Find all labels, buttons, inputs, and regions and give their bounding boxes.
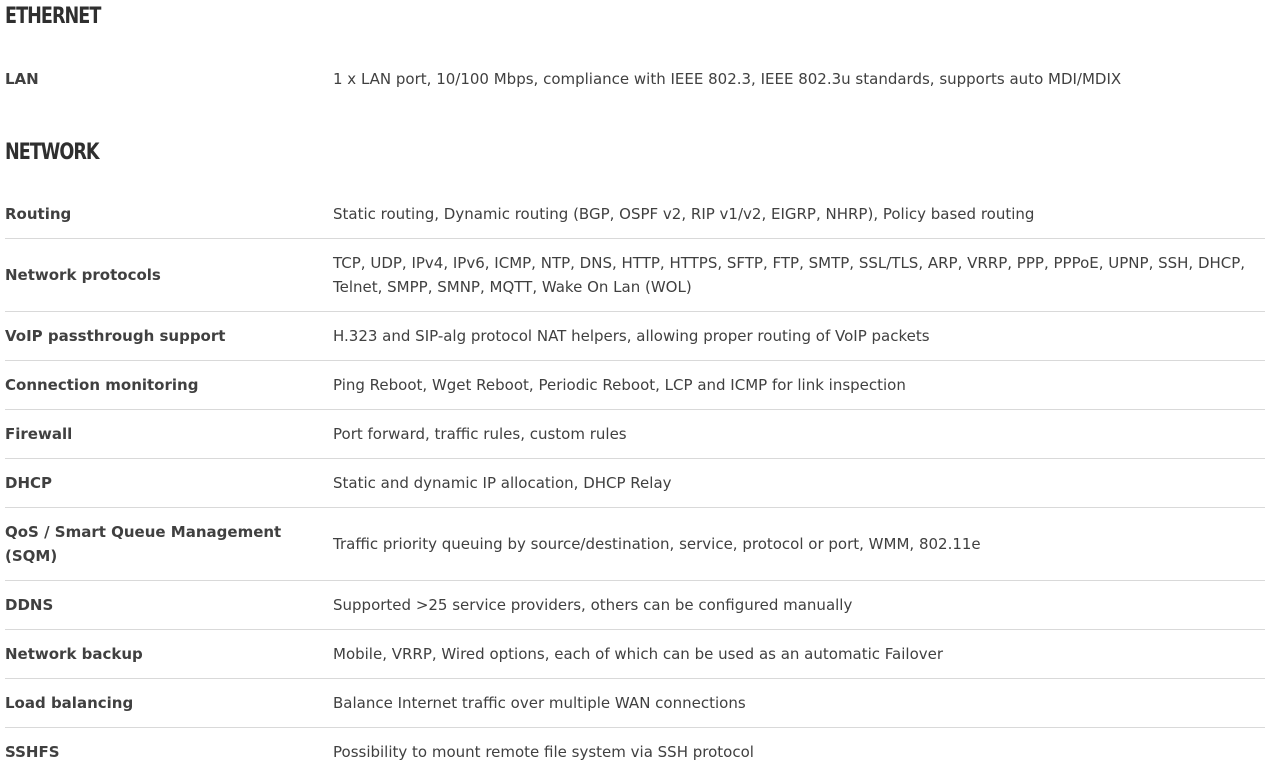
spec-label: Network backup bbox=[5, 645, 143, 663]
spec-row-voip-passthrough bbox=[5, 312, 1265, 361]
spec-value: Port forward, traffic rules, custom rules bbox=[333, 425, 627, 443]
spec-label: QoS / Smart Queue Management (SQM) bbox=[5, 523, 282, 565]
spec-row-load-balancing bbox=[5, 679, 1265, 728]
spec-label: DHCP bbox=[5, 474, 53, 492]
spec-row-network-backup bbox=[5, 630, 1265, 679]
spec-row-ddns bbox=[5, 581, 1265, 630]
section-title-ethernet: ETHERNET bbox=[5, 4, 101, 29]
spec-row-connection-monitoring bbox=[5, 361, 1265, 410]
spec-label: Firewall bbox=[5, 425, 73, 443]
spec-label: LAN bbox=[5, 70, 39, 88]
spec-label: Connection monitoring bbox=[5, 376, 199, 394]
network-spec-table bbox=[5, 190, 1265, 776]
spec-value: Balance Internet traffic over multiple WAN connections bbox=[333, 694, 746, 712]
spec-label: DDNS bbox=[5, 596, 54, 614]
spec-row-routing bbox=[5, 190, 1265, 239]
spec-value: TCP, UDP, IPv4, IPv6, ICMP, NTP, DNS, HTTP, HTTPS, SFTP, FTP, SMTP, SSL/TLS, ARP, VRRP, PPP, PPPoE, UPNP, SSH, DHCP, Telnet, SMPP, SMNP, MQTT, Wake On Lan (WOL) bbox=[333, 254, 1246, 296]
spec-value: Static routing, Dynamic routing (BGP, OSPF v2, RIP v1/v2, EIGRP, NHRP), Policy based routing bbox=[333, 205, 1035, 223]
spec-row-dhcp bbox=[5, 459, 1265, 508]
spec-label: SSHFS bbox=[5, 743, 60, 761]
spec-row-sshfs bbox=[5, 728, 1265, 777]
spec-label: Routing bbox=[5, 205, 72, 223]
spec-row-lan bbox=[5, 55, 1265, 103]
spec-value: Traffic priority queuing by source/destination, service, protocol or port, WMM, 802.11e bbox=[333, 535, 981, 553]
spec-label: Network protocols bbox=[5, 266, 161, 284]
spec-value: 1 x LAN port, 10/100 Mbps, compliance with IEEE 802.3, IEEE 802.3u standards, supports auto MDI/MDIX bbox=[333, 70, 1122, 88]
spec-value: H.323 and SIP-alg protocol NAT helpers, allowing proper routing of VoIP packets bbox=[333, 327, 930, 345]
ethernet-spec-table bbox=[5, 55, 1265, 103]
spec-value: Possibility to mount remote file system via SSH protocol bbox=[333, 743, 754, 761]
section-title-network: NETWORK bbox=[5, 140, 99, 165]
spec-label: Load balancing bbox=[5, 694, 134, 712]
spec-row-firewall bbox=[5, 410, 1265, 459]
spec-row-qos-sqm bbox=[5, 508, 1265, 581]
spec-value: Static and dynamic IP allocation, DHCP Relay bbox=[333, 474, 672, 492]
spec-value: Mobile, VRRP, Wired options, each of which can be used as an automatic Failover bbox=[333, 645, 944, 663]
spec-value: Supported >25 service providers, others can be configured manually bbox=[333, 596, 853, 614]
spec-value: Ping Reboot, Wget Reboot, Periodic Reboot, LCP and ICMP for link inspection bbox=[333, 376, 906, 394]
spec-label: VoIP passthrough support bbox=[5, 327, 226, 345]
spec-row-network-protocols bbox=[5, 239, 1265, 312]
